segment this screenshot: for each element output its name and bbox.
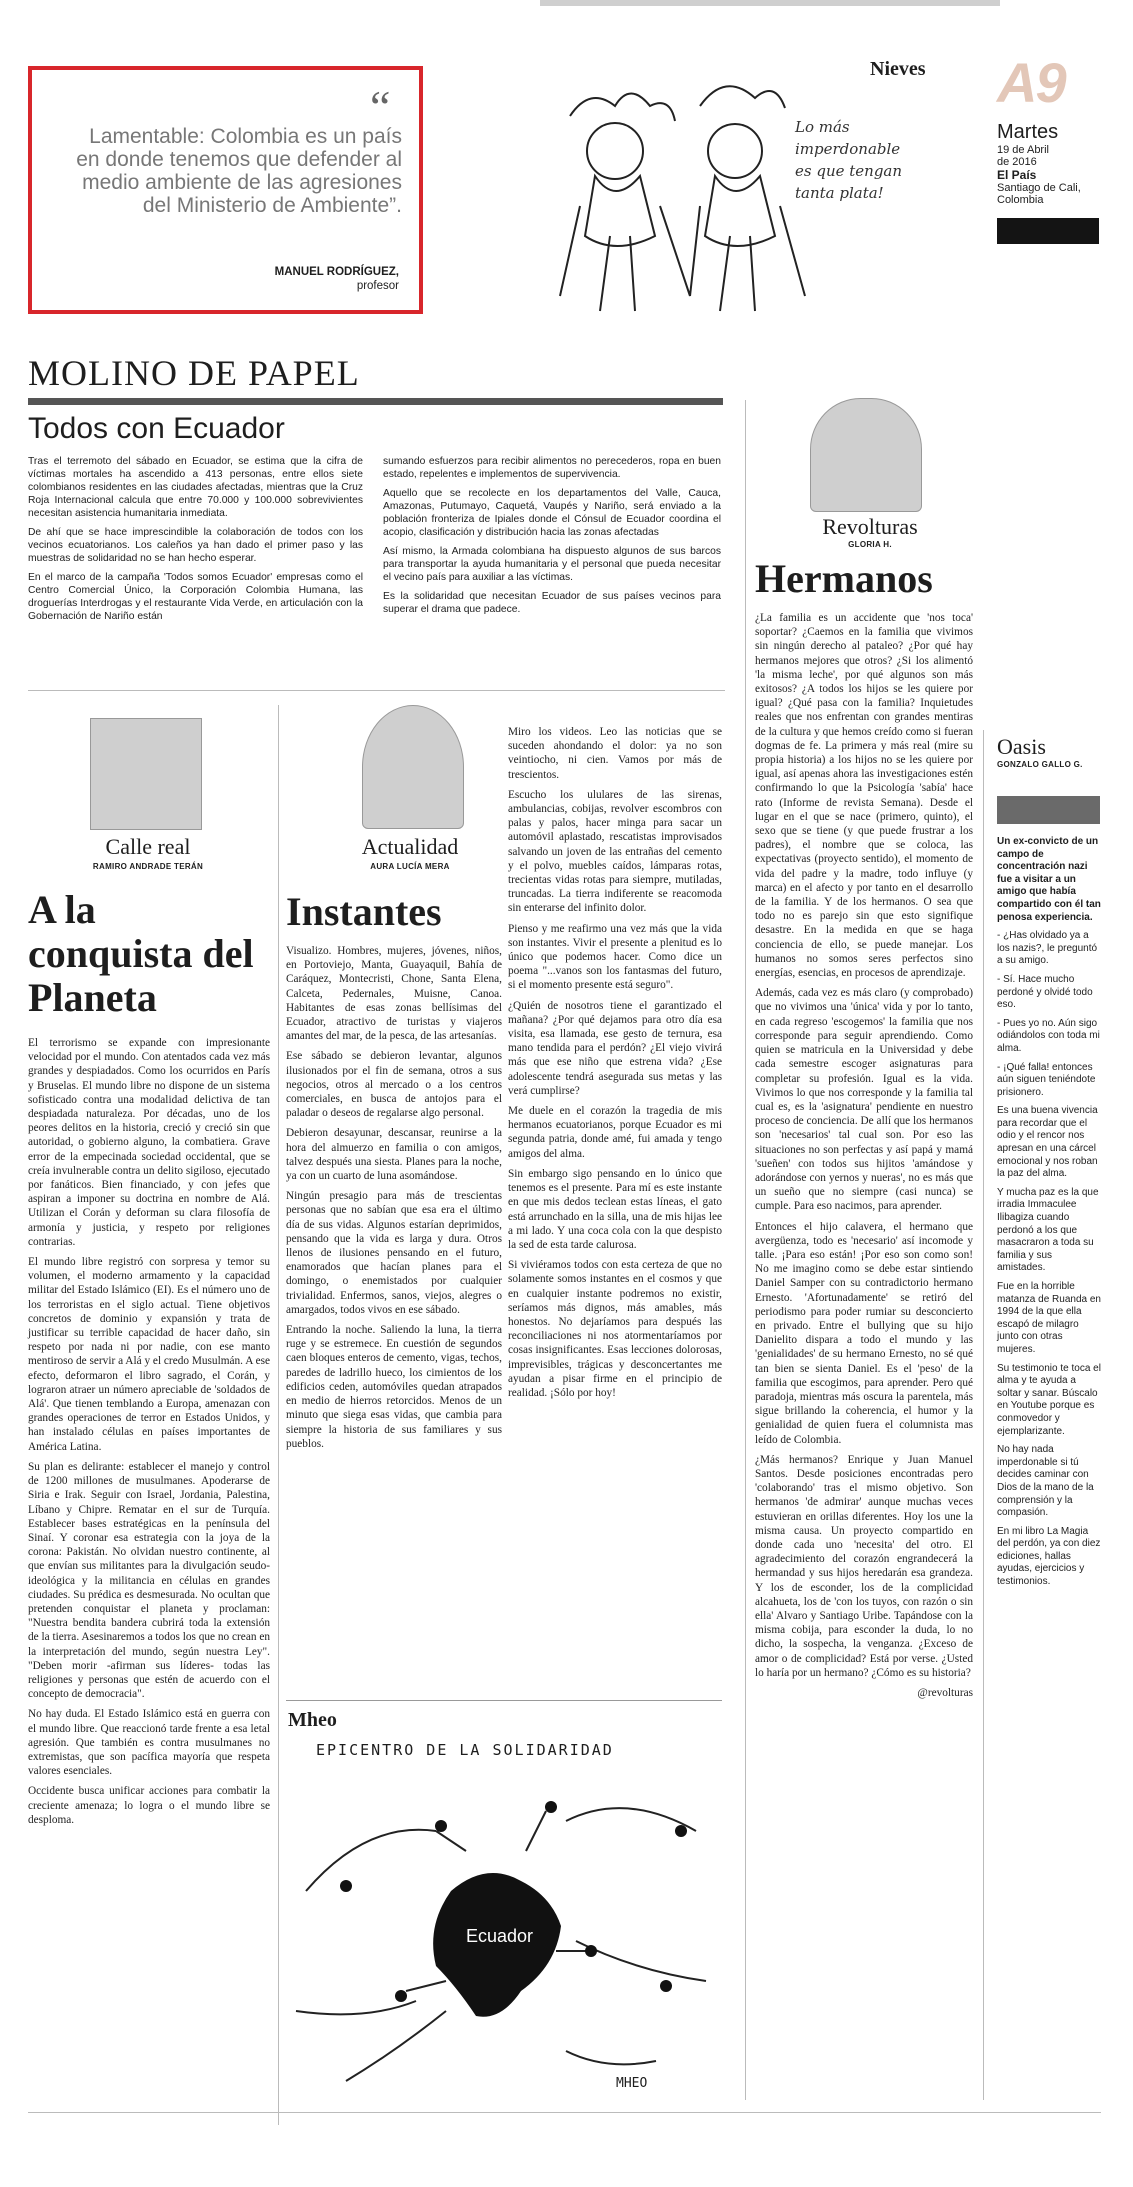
divider — [28, 690, 725, 691]
column-paragraph: Miro los videos. Leo las noticias que se suceden ahondando el dolor: ya no son veintiocho, ni cien. Vamos por más de trescientos. — [508, 726, 722, 781]
date-line2: de 2016 — [997, 156, 1037, 168]
top-cartoon — [550, 56, 970, 321]
divider — [28, 2112, 1101, 2113]
cartoon-title: EPICENTRO DE LA SOLIDARIDAD — [316, 1741, 614, 1759]
cartoon-caption: Lo más imperdonable es que tengan tanta plata! — [795, 118, 903, 202]
editorial-title: Todos con Ecuador — [28, 412, 285, 445]
oasis-paragraph: Y mucha paz es la que irradia Immaculee Ilibagiza cuando perdonó a los que masacraron a toda su familia y sus amistades. — [997, 1186, 1099, 1274]
column-paragraph: Además, cada vez es más claro (y comprobado) que no vivimos una 'única' vida y por lo tanto, en cada regreso 'escogemos' la familia que nos corresponde para seguir aprendiendo. Como quien se matricula en la Universidad y debe cada semestre escoger asignaturas para completar su profesión. Igual es la vida. Vivimos lo que nos corresponde y la familia tal cual es, es la 'asignatura' pendiente en nuestro proceso de conciencia. De allí que los hermanos son 'necesarios' tal cual son. Por eso las situaciones no son perfectas y así papá y mamá 'sueñen' con todos sus hijitos 'amándose y adorándose con yernos y nueras', no es más que un sueño que no siempre (casi nunca) se cumple. Para eso nacimos, para aprender. — [755, 987, 973, 1213]
quote-mark-icon: “ — [370, 81, 391, 132]
cartoon-label: Mheo — [288, 1709, 337, 1731]
column-body-1 — [286, 944, 502, 1457]
column-paragraph: ¿Más hermanos? Enrique y Juan Manuel Santos. Desde posiciones encontradas pero 'colaborando' tras el mismo objetivo. Son hermanos 'de admirar' aunque muchas veces estuvieran en orillas diferentes. Hoy los une la misma causa. Un proyecto compartido en donde cada uno 'necesita' del otro. El agradecimiento del corazón engrandecerá la hermandad y sus hijos heredarán esa grandeza. Y los de esconder, los de la complicidad alcahueta, los de 'con los tuyos, con razón o sin ella' Alvaro y Santiago Uribe. Tapándose con la misma cobija, para esconder la duda, lo no dicho, la sospecha, la venganza. ¿Exceso de amor o de complicidad? Está por verse. ¿Usted lo haría por un hermano? ¿Cómo es su historia? — [755, 1453, 973, 1679]
editorial-paragraph: En el marco de la campaña 'Todos somos Ecuador' empresas como el Centro Comercial Único, la Corporación Colombia Humana, las droguerías Interdrogas y el restaurante Vida Verde, en articulación con la Gobernación de Nariño están — [28, 572, 363, 622]
column-author: RAMIRO ANDRADE TERÁN — [92, 862, 204, 871]
quote-author — [275, 265, 399, 293]
author-photo-andrade — [90, 718, 202, 830]
column-paragraph: ¿Quién de nosotros tiene el garantizado el mañana? ¿Por qué dejamos para otro día esa visita, esa llamada, ese gesto de ternura, esa mano tendida para el perdón? ¿El viejo vivirá más que ese niño que estrena vida? ¿Ese adolescente tendrá asegurada sus metas y las verá cumplirse? — [508, 999, 722, 1097]
editorial-paragraph: Así mismo, la Armada colombiana ha dispuesto algunos de sus barcos para transportar la ayuda humanitaria y el personal que pueda necesitar el vecino país para auxiliar a las víctimas. — [383, 546, 721, 583]
editorial-col-2 — [383, 455, 721, 622]
column-paragraph: Occidente busca unificar acciones para combatir la creciente amenaza; lo logra o el mundo libre se desploma. — [28, 1785, 270, 1826]
oasis-paragraph: Fue en la horrible matanza de Ruanda en 1994 de la que ella escapó de milagro junto con otras mujeres. — [997, 1281, 1101, 1355]
column-headline: A la conquista del Planeta — [28, 887, 254, 1020]
quote-box — [28, 66, 423, 314]
oasis-paragraph: Es una buena vivencia para recordar que el odio y el rencor nos apresan en una cárcel emocional y nos roban la paz del alma. — [997, 1105, 1098, 1180]
column-paragraph: ¿La familia es un accidente que 'nos toca' soportar? ¿Caemos en la familia que vivimos sin ningún derecho al pataleo? ¿Por qué hay hermanos mejores que otros? ¿Si los alimentó 'la misma leche', por qué algunos son más exitosos? ¿A todos los hijos se les quiere por igual? ¿Qué pasa con la familia? Inquietudes reales que nos enfrentan con grandes mentiras de la cultura y que hemos creído como si fueran dogmas de fe. La primera y más real (mire su propia historia) a los hijos no se les quiere por igual, así apenas ahora las investigaciones estén confirmando lo que la Psicología 'sabía' hace rato (Informe de revista Semana). Desde el lugar en el que se nace (primero, quinto), el sexo que se tiene (y que puede frustrar a los padres), el nombre que se coloca, las expectativas (proyecto sentido), el momento de vida del padre y la madre, todo influye (y marca) en el afecto y por tanto en el desarrollo de la familia. Y de los hermanos. O sea que todo no es parejo sin que esto signifique desastre. En la medida en que se haga conciencia de ello, se puede manejar. Los humanos no somos seres perfectos sino energías, esencias, en procesos de aprendizaje. — [755, 612, 973, 980]
column-paragraph: Entrando la noche. Saliendo la luna, la tierra ruge y se estremece. En cuestión de segundos caen bloques enteros de cemento, vigas, techos, paredes de ladrillo hueco, los cimientos de los edificios ceden, automóviles quedan atrapados en medio de hierros retorcidos. Menos de un minuto que siega esas vidas, que cambia para siempre la historia de sus familiares y sus pueblos. — [286, 1324, 502, 1450]
dateline — [997, 50, 1117, 244]
column-paragraph: Si viviéramos todos con esta certeza de que no solamente somos instantes en el cosmos y que en cualquier instante podremos no existir, seríamos más dignos, más amables, más honestos. No dejaríamos para después las reconciliaciones ni nos atormentaríamos por cosas insignificantes. Esas lecciones dolorosas, imprevisibles, trágicas y desconcertantes me ayudan a pisar firme en el principio de realidad. ¡Sólo por hoy! — [508, 1259, 722, 1399]
column-paragraph: Debieron desayunar, descansar, reunirse a la hora del almuerzo en familia o con amigos, talvez después una siesta. Planes para la noche, ya con un cuarto de luna asomándose. — [286, 1127, 502, 1183]
dateline-block — [997, 218, 1099, 244]
column-kicker: Calle real — [105, 834, 191, 859]
paper-name: El País — [997, 168, 1037, 182]
column-paragraph: Sin embargo sigo pensando en lo único que tenemos es el presente. Para mí es este instante en que mis dedos teclean estas líneas, el gato está arrunchado en la silla, una de mis hijas lee a mi lado. Y una coca cola con la que despisto la sed de esta tarde calurosa. — [508, 1167, 722, 1251]
oasis-lead: Un ex-convicto de un campo de concentración nazi fue a visitar a un amigo que había compartido con él tan penosa experiencia. — [997, 836, 1101, 923]
quote-text: Lamentable: Colombia es un país en donde tenemos que defender al medio ambiente de las agresiones del Ministerio de Ambiente”. — [76, 125, 402, 217]
cartoon-label: Nieves — [870, 58, 926, 80]
oasis-paragraph: Su testimonio te toca el alma y te ayuda a soltar y sanar. Búscalo en Youtube porque es conmovedor y ejemplarizante. — [997, 1362, 1101, 1437]
column-body — [28, 1036, 270, 1833]
author-photo-mera — [362, 705, 464, 829]
column-handle: @revolturas — [917, 1687, 973, 1700]
page-number: A9 — [997, 51, 1065, 114]
column-paragraph: Me duele en el corazón la tragedia de mis hermanos ecuatorianos, porque Ecuador es mi segunda patria, donde amé, fui amada y tengo amigos del alma. — [508, 1105, 722, 1160]
column-paragraph: Visualizo. Hombres, mujeres, jóvenes, niños, en Portoviejo, Manta, Guayaquil, Bahía de Caráquez, Montecristi, Chone, Santa Elena, Calceta, Pedernales, Muisne, Canoa. Habitantes de esas zonas bellísimas del Ecuador, atractivo de turistas y viajeros amantes del mar, de la pesca, de las artesanías. — [286, 945, 502, 1043]
section-band — [28, 398, 723, 405]
cartoon-country: Ecuador — [466, 1926, 534, 1946]
quote-author-name: MANUEL RODRÍGUEZ, — [274, 266, 399, 278]
column-author: GLORIA H. — [848, 540, 892, 549]
quote-author-role: profesor — [356, 280, 399, 292]
editorial-paragraph: Tras el terremoto del sábado en Ecuador, se estima que la cifra de víctimas mortales ha ascendido a 413 personas, entre ellos siete colombianos residentes en las ciudades afectadas, mientras que la Cruz Roja Internacional calcula que entre 70.000 y 100.000 sobrevivientes necesitan asistencia humanitaria inmediata. — [28, 456, 363, 519]
column-kicker: Revolturas — [822, 514, 918, 539]
oasis-paragraph: - ¿Has olvidado ya a los nazis?, le preguntó a su amigo. — [997, 930, 1098, 967]
cartoon-signature: MHEO — [616, 2076, 648, 2091]
column-kicker: Actualidad — [361, 834, 459, 859]
divider — [745, 400, 746, 2100]
oasis-body — [997, 836, 1101, 1595]
oasis-paragraph: En mi libro La Magia del perdón, ya con diez ediciones, hallas ayudas, ejercicios y testimonios. — [997, 1525, 1101, 1588]
author-photo-gloria — [810, 398, 922, 512]
date-day: Martes — [997, 121, 1059, 143]
oasis-paragraph: - ¡Qué falla! entonces aún siguen teniéndote prisionero. — [997, 1061, 1096, 1098]
oasis-paragraph: - Sí. Hace mucho perdoné y olvidé todo eso. — [997, 973, 1093, 1011]
column-body-2 — [508, 725, 722, 1406]
column-paragraph: Escucho los ululares de las sirenas, ambulancias, cobijas, revolver escombros con palas y palos, hacer minga para sacar un automóvil aplastado, rescatistas improvisados salvando un joven de las entrañas del cemento y el polvo, muebles caídos, lámparas rotas, trecientas vidas rotas para siempre, mutiladas, truncadas. La tierra indiferente se reacomoda sin enterarse del infinito dolor. — [508, 788, 722, 915]
oasis-paragraph: No hay nada imperdonable si tú decides caminar con Dios de la mano de la comprensión y la compasión. — [997, 1444, 1094, 1519]
editorial-col-1 — [28, 455, 363, 629]
column-headline: Hermanos — [755, 556, 933, 601]
editorial-paragraph: Es la solidaridad que necesitan Ecuador de sus países vecinos para superar el drama que padece. — [383, 591, 721, 615]
oasis-paragraph: - Pues yo no. Aún sigo odiándolos con toda mi alma. — [997, 1017, 1100, 1054]
column-paragraph: Ese sábado se debieron levantar, algunos ilusionados por el fin de semana, otros a sus negocios, otros al mercado o a los centros comerciales, en busca de antojos para el paladar o deseos de regalarse algo personal. — [286, 1050, 502, 1120]
column-paragraph: No hay duda. El Estado Islámico está en guerra con el mundo libre. Que reaccionó tarde frente a esa letal agresión. Que también es contra musulmanes no extremistas, que son pacífica mayoría que respeta valores esenciales. — [28, 1708, 270, 1778]
date-line1: 19 de Abril — [997, 144, 1049, 156]
divider — [278, 705, 279, 2125]
column-paragraph: Su plan es delirante: establecer el manejo y control de 1200 millones de musulmanes. Apoderarse de Siria e Irak. Seguir con Israel, Jordania, Palestina, Líbano y Chipre. Rematar en el sur de Turquía. Establecer bases estratégicas en la península del Sinaí. Y coronar esa estrategia con la joya de la corona: Pakistán. No olvidan nuestro continente, al que envían sus militantes para la divulgación seudo-ideológica y la militancia en células en grandes ciudades. Su prédica es desmesurada. No ocultan que pretenden conquistar el planeta y proclaman: "Nuestra bendita bandera cubrirá toda la extensión de la tierra. Asesinaremos a todos los que no crean en la interpretación del mundo, según nuestra Ley". "Deben morir -afirman sus líderes- todas las religiones y personas que estén de acuerdo con el concepto de democracia". — [28, 1460, 270, 1701]
column-body — [755, 611, 973, 1706]
column-paragraph: Entonces el hijo calavera, el hermano que avergüenza, todo es 'necesario' así incomode y talle. ¡Para eso están! ¡Por eso son como son! No me imagino como se debe estar sintiendo Daniel Samper con su contradictorio hermano Ernesto. 'Afortunadamente' se retiró del periodismo para poder rumiar su desconcierto en privado. Entre el bullying que su hijo Danielito dispara a todo el mundo y las 'genialidades' de su hermano Ernesto, no sé qué tan bien se sienta Daniel. Es el 'peso' de la familia que escogimos, para aprender. Pero qué paradoja, mientras más oscura la parentela, más sigue brillando la coherencia, el humor y la genialidad de quien fuera el columnista mas leído de Colombia. — [755, 1220, 973, 1446]
column-paragraph: El mundo libre registró con sorpresa y temor su volumen, el moderno armamento y la capacidad militar del Estado Islámico (EI). Es el número uno de los terroristas en el siglo actual. Tiene objetivos concretos de dominio y expansión y trata de justificar su terrible capacidad de hacer daño, sin respeto por nada ni por nadie, con ese manto mentiroso de servir a Alá y el credo Musulmán. A ese efecto, deformaron el libro sagrado, el Corán, y lograron atraer un número apreciable de 'soldados de Alá'. Que tienen temblando a Europa, amenazan con grandes operaciones de terror en Estados Unidos, y han instalado células en países importantes de América Latina. — [28, 1256, 270, 1453]
oasis-author: GONZALO GALLO G. — [997, 760, 1083, 769]
place-line2: Colombia — [997, 194, 1044, 206]
column-paragraph: El terrorismo se expande con impresionante velocidad por el mundo. Con atentados cada vez más grandes y despiadados. Como los ocurridos en París y Bruselas. El mundo libre no dispone de un sistema sofisticado contra una modalidad delictiva de tan despiadada naturaleza. Por décadas, uno de los peores delitos en la historia, creció y creció sin que autoridad, o gobierno alguno, la combatiera. Grave error de la empecinada sociedad occidental, que se creía invulnerable contra un delito sigiloso, ejecutado por fanáticos. Bien financiado, y con jefes que aspiran a imponer su doctrina en nombre de Alá. Utilizan el Corán y deforman su clara filosofía de armonía y justicia, y respeto por religiones contrarias. — [28, 1037, 270, 1248]
column-paragraph: Pienso y me reafirmo una vez más que la vida son instantes. Vivir el presente a plenitud es lo único que podemos hacer. Como dice un poema "...vanos son los fantasmas del futuro, si el momento presente está seguro". — [508, 922, 722, 992]
editorial-paragraph: Aquello que se recolecte en los departamentos del Valle, Cauca, Amazonas, Putumayo, Caquetá, Vaupés y Nariño, será enviado a la población fronteriza de Ipiales donde el Cónsul de Ecuador coordina el acopio, clasificación y distribución hacia las zonas afectadas — [383, 488, 721, 538]
top-strip — [540, 0, 1000, 6]
place-line1: Santiago de Cali, — [997, 182, 1081, 194]
editorial-paragraph: De ahí que se hace imprescindible la colaboración de todos con los vecinos ecuatorianos. Los caleños ya han dado el primer paso y las muestras de solidaridad no se han hecho esperar. — [28, 527, 363, 564]
bottom-cartoon — [286, 1700, 722, 2101]
column-paragraph: Ningún presagio para más de trescientas personas que no sabían que esa era el último día de sus vidas. Algunos estarían deprimidos, pensando que la vida es larga y dura. Otros llenos de ilusiones pensando en el futuro, enamorados que hacían planes para el domingo, o enemistados por cualquier trivialidad. Enfermos, sanos, viejos, alegres o amargados, todos vivos en ese sábado. — [286, 1190, 502, 1316]
editorial-paragraph: sumando esfuerzos para recibir alimentos no perecederos, ropa en buen estado, repelentes e implementos de supervivencia. — [383, 456, 721, 480]
divider — [983, 730, 984, 2100]
column-headline: Instantes — [286, 889, 442, 934]
column-author: AURA LUCÍA MERA — [370, 862, 450, 871]
oasis-box — [997, 796, 1100, 824]
section-title: MOLINO DE PAPEL — [28, 353, 360, 393]
oasis-kicker: Oasis — [997, 734, 1046, 759]
